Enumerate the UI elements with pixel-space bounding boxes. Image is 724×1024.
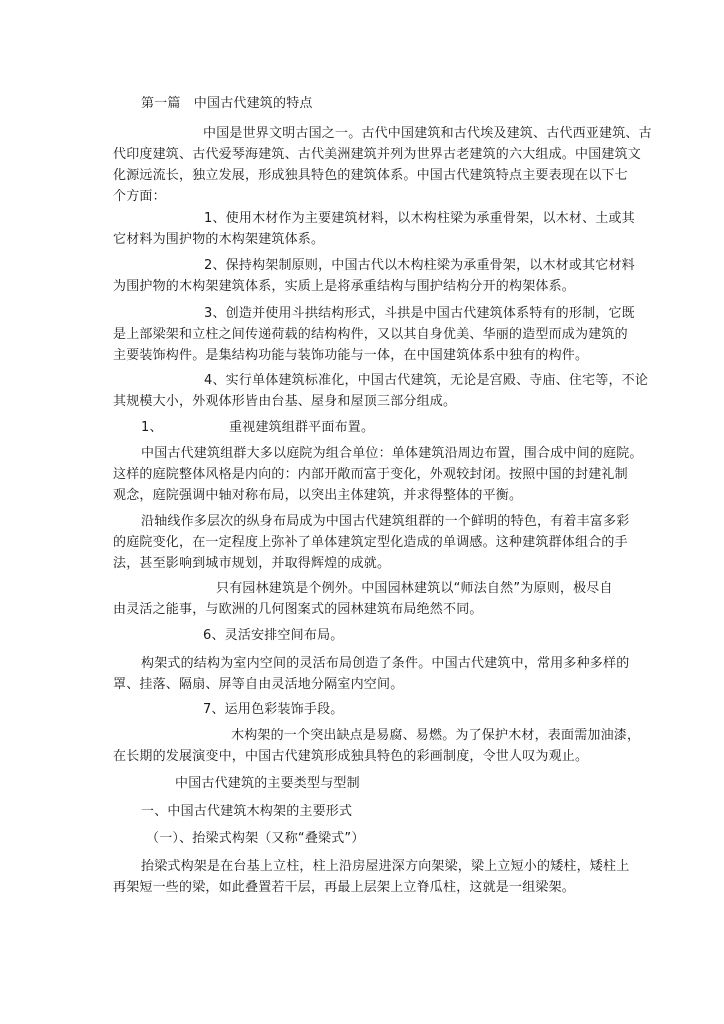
point2-line-1: 2、保持构架制原则，中国古代以木构柱梁为承重骨架，以木材或其它材料 — [204, 258, 635, 273]
courtyard-line-1: 中国古代建筑组群大多以庭院为组合单位：单体建筑沿周边布置，围合成中间的庭院。 — [141, 446, 643, 461]
point1-line-1: 1、使用木材作为主要建筑材料，以木构柱梁为承重骨架，以木材、土或其 — [204, 211, 635, 226]
point1-line-2: 它材料为围护物的木构架建筑体系。 — [113, 232, 325, 247]
garden-line-2: 由灵活之能事，与欧洲的几何图案式的园林建筑布局绝然不同。 — [113, 602, 483, 617]
axis-line-3: 法，甚至影响到城市规划，并取得辉煌的成就。 — [113, 556, 391, 571]
point2-line-2: 为围护物的木构架建筑体系，实质上是将承重结构与围护结构分开的构架体系。 — [113, 279, 576, 294]
section-one-heading: 一、中国古代建筑木构架的主要形式 — [141, 804, 353, 819]
intro-line-4: 个方面： — [113, 189, 166, 204]
axis-line-1: 沿轴线作多层次的纵身布局成为中国古代建筑组群的一个鲜明的特色，有着丰富多彩 — [141, 514, 630, 529]
intro-line-3: 化源远流长，独立发展，形成独具特色的建筑体系。中国古代建筑特点主要表现在以下七 — [113, 168, 628, 183]
axis-line-2: 的庭院变化，在一定程度上弥补了单体建筑定型化造成的单调感。这种建筑群体组合的手 — [113, 535, 628, 550]
courtyard-line-3: 观念，庭院强调中轴对称布局，以突出主体建筑，并求得整体的平衡。 — [113, 488, 523, 503]
point3-line-2: 是上部梁架和立柱之间传递荷载的结构构件，又以其自身优美、华丽的造型而成为建筑的 — [113, 327, 628, 342]
point3-line-1: 3、创造并使用斗拱结构形式，斗拱是中国古代建筑体系特有的形制，它既 — [204, 306, 635, 321]
sub-one-heading: （一）、抬梁式构架（又称“叠梁式”） — [146, 831, 365, 846]
point6-heading: 6、灵活安排空间布局。 — [203, 628, 344, 643]
taliang-line-2: 再架短一些的梁，如此叠置若干层，再最上层架上立脊瓜柱，这就是一组梁架。 — [113, 880, 576, 895]
section-types-heading: 中国古代建筑的主要类型与型制 — [175, 776, 360, 791]
point5-title: 重视建筑组群平面布置。 — [229, 420, 375, 435]
color-line-1: 木构架的一个突出缺点是易腐、易燃。为了保护木材，表面需加油漆， — [231, 728, 641, 743]
point3-line-3: 主要装饰构件。是集结构功能与装饰功能与一体，在中国建筑体系中独有的构件。 — [113, 348, 589, 363]
garden-line-1: 只有园林建筑是个例外。中国园林建筑以“师法自然”为原则，极尽自 — [216, 581, 613, 596]
intro-line-1: 中国是世界文明古国之一。古代中国建筑和古代埃及建筑、古代西亚建筑、古 — [203, 126, 652, 141]
courtyard-line-2: 这样的庭院整体风格是内向的：内部开敞而富于变化，外观较封闭。按照中国的封建礼制 — [113, 467, 628, 482]
space-line-2: 罩、挂落、隔扇、屏等自由灵活地分隔室内空间。 — [113, 677, 404, 692]
point5-number: 1、 — [141, 420, 163, 435]
point4-line-1: 4、实行单体建筑标准化，中国古代建筑，无论是宫殿、寺庙、住宅等，不论 — [204, 373, 649, 388]
chapter-title: 第一篇 中国古代建筑的特点 — [141, 96, 313, 111]
intro-line-2: 代印度建筑、古代爱琴海建筑、古代美洲建筑并列为世界古老建筑的六大组成。中国建筑文 — [113, 147, 642, 162]
color-line-2: 在长期的发展演变中，中国古代建筑形成独具特色的彩画制度，令世人叹为观止。 — [113, 749, 589, 764]
taliang-line-1: 抬梁式构架是在台基上立柱，柱上沿房屋进深方向架梁，梁上立短小的矮柱，矮柱上 — [141, 859, 630, 874]
space-line-1: 构架式的结构为室内空间的灵活布局创造了条件。中国古代建筑中，常用多种多样的 — [141, 656, 630, 671]
point4-line-2: 其规模大小，外观体形皆由台基、屋身和屋顶三部分组成。 — [113, 394, 457, 409]
point7-heading: 7、运用色彩装饰手段。 — [203, 702, 344, 717]
